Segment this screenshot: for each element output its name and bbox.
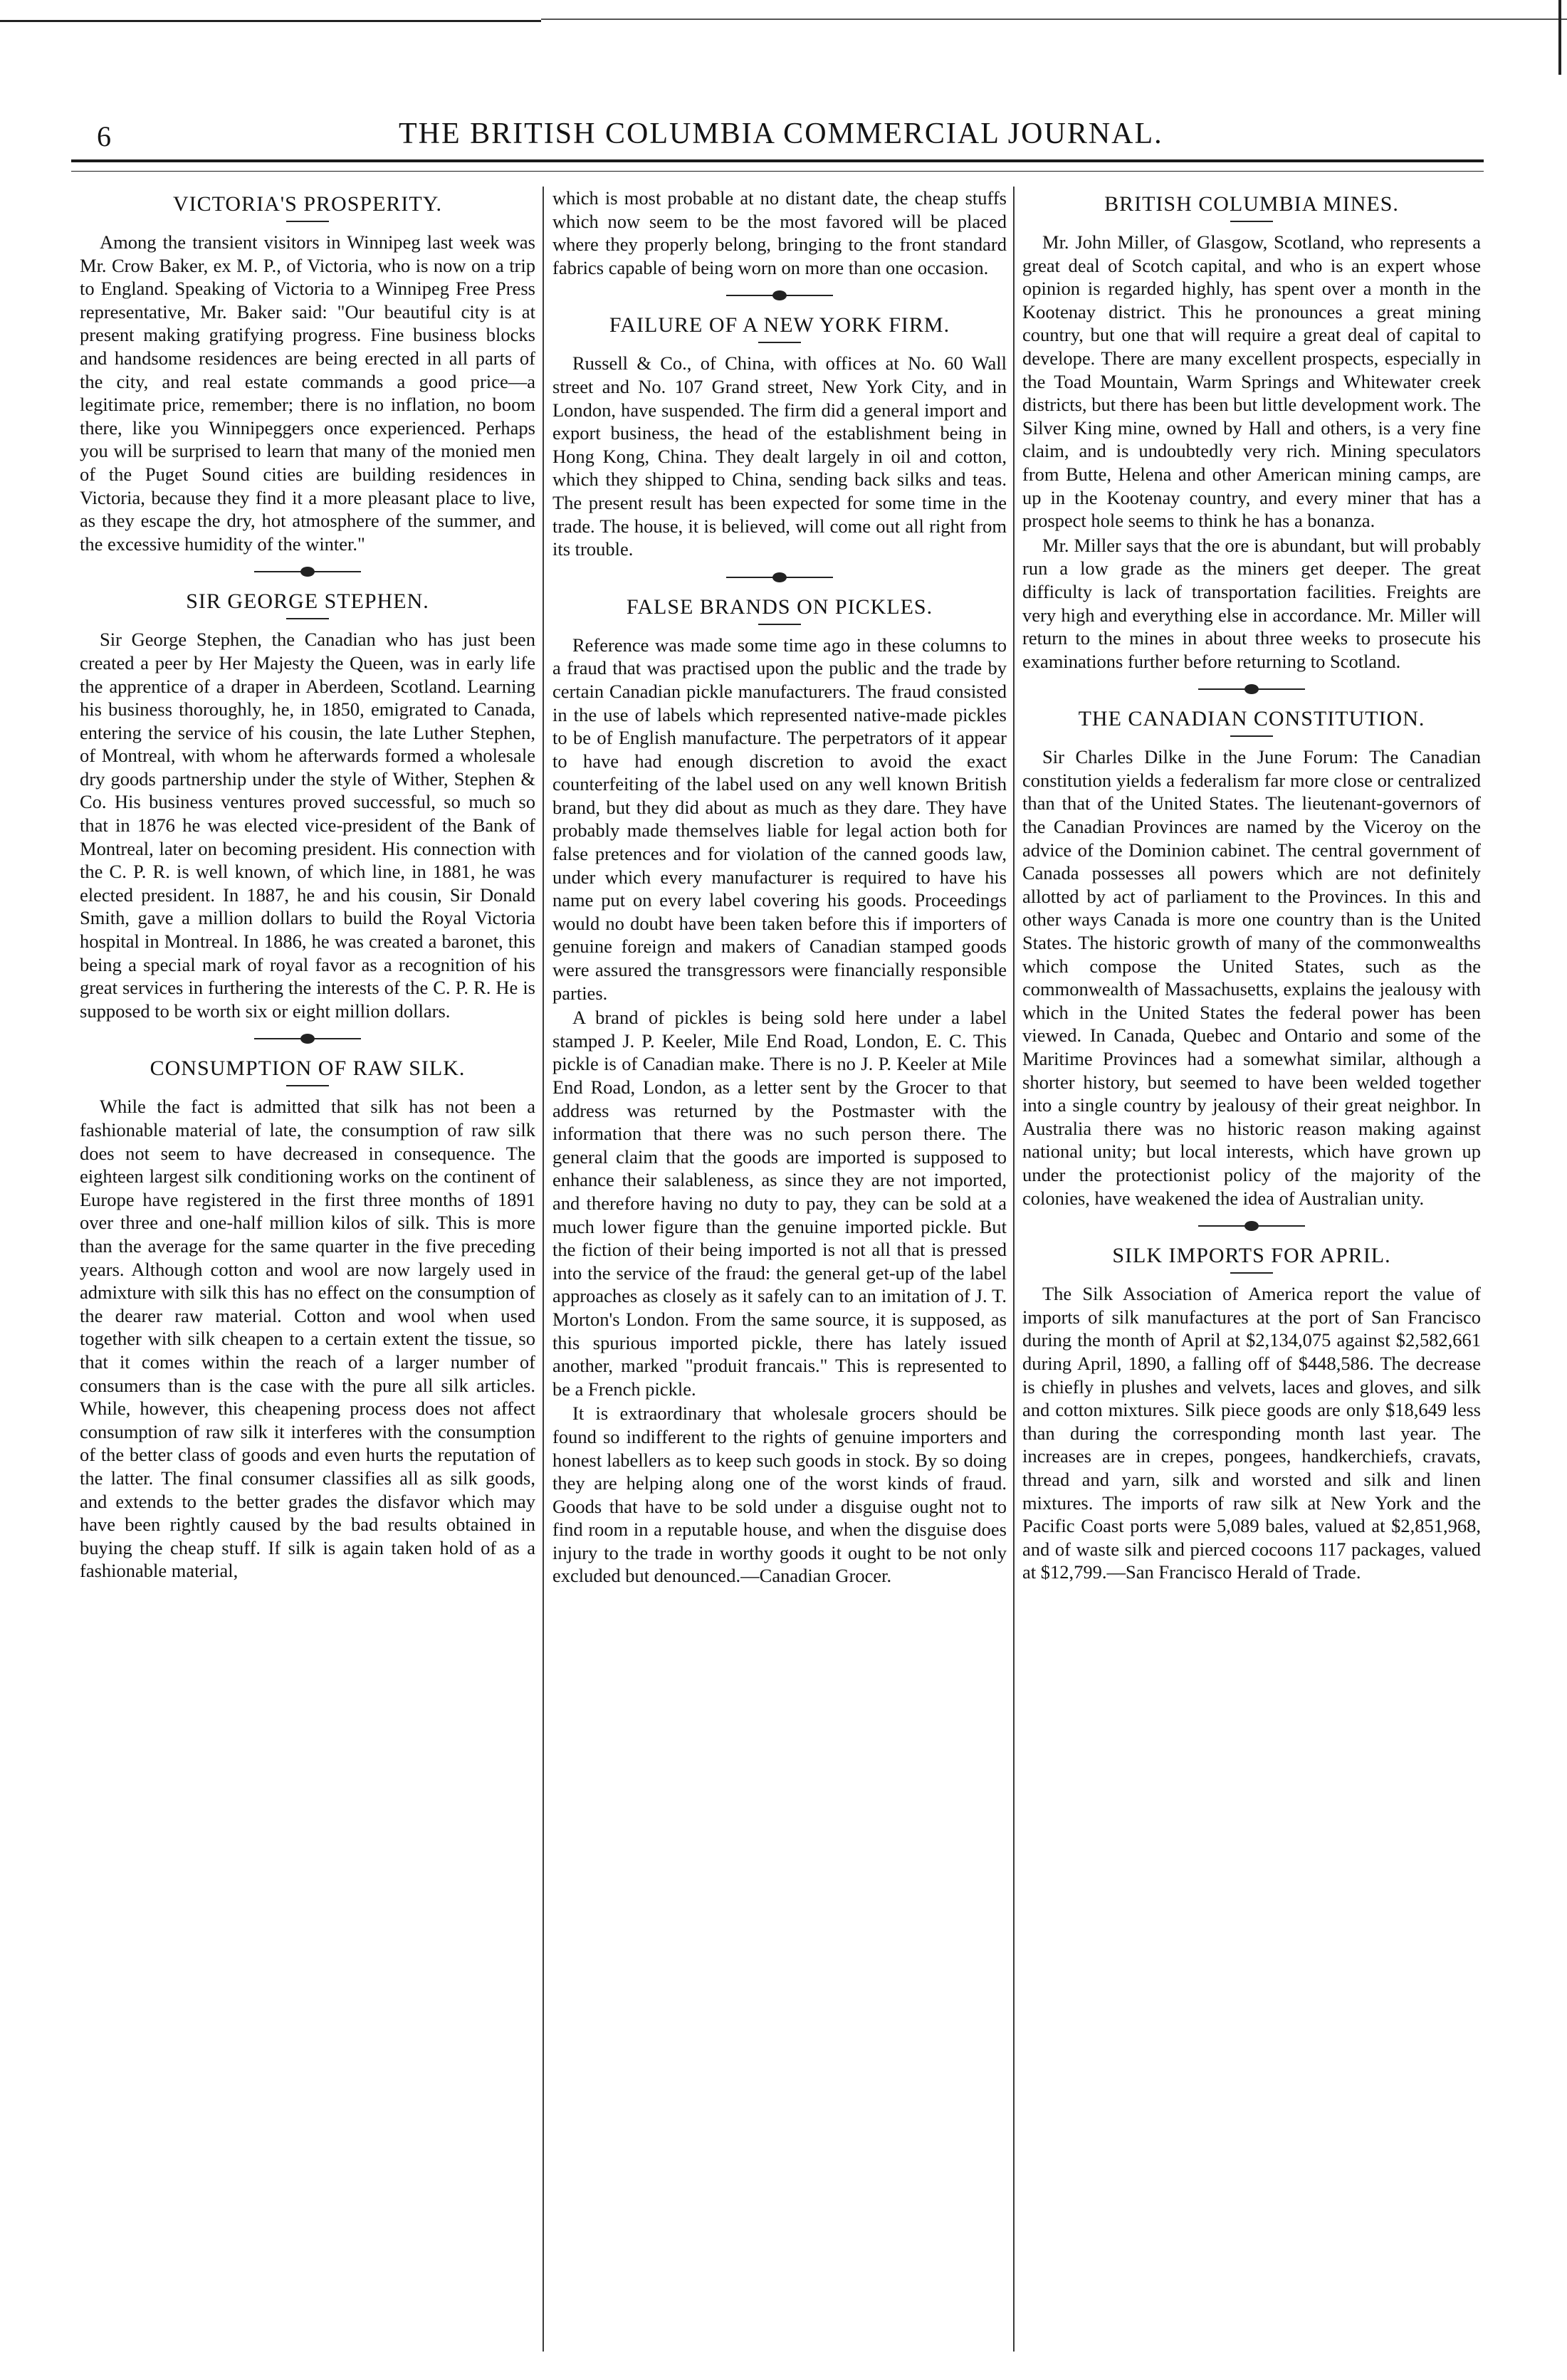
article: [1022, 191, 1481, 673]
article: [80, 191, 535, 555]
article: [552, 312, 1007, 560]
article-paragraph: Russell & Co., of China, with offices at No. 60 Wall street and No. 107 Grand street, New York City, and in London, have suspended. The firm did a general import and export business, the head of the establishment being in Hong Kong, China. They dealt largely in oil and cotton, which they shipped to China, sending back silks and teas. The present result has been expected for some time in the trade. The house, it is believed, will come out all right from its trouble.: [552, 352, 1007, 560]
column-2: [552, 187, 1007, 2352]
article: [552, 594, 1007, 1588]
page-number: 6: [97, 120, 111, 152]
headline-dash: [758, 624, 801, 625]
masthead-rule: [71, 159, 1484, 162]
article-headline: THE CANADIAN CONSTITUTION.: [1078, 707, 1425, 731]
article-paragraph: Mr. Miller says that the ore is abundant, but will probably run a low grade as the miners get deeper. The great difficulty is lack of transportation facilities. Freights are very high and everything else in accordance. Mr. Miller will return to the mines in about three weeks to prosecute his examinations further before returning to Scotland.: [1022, 534, 1481, 672]
journal-title: THE BRITISH COLUMBIA COMMERCIAL JOURNAL.: [399, 117, 1163, 150]
top-edge-rule: [541, 19, 1567, 20]
article: [80, 1055, 535, 1582]
article: [80, 588, 535, 1022]
headline-dash: [1230, 735, 1273, 737]
article-paragraph: A brand of pickles is being sold here under a label stamped J. P. Keeler, Mile End Road, London, E. C. This pickle is of Canadian make. There is no J. P. Keeler at Mile End Road, London, as a letter sent by the Grocer to that address was returned by the Postmaster with the information that there was no such person there. The general claim that the goods are imported is supposed to enhance their salableness, as since they are not imported, and therefore having no duty to pay, they can be sold at a much lower figure than the genuine imported pickle. But the fiction of their being imported is not all that is pressed into the service of the fraud: the general get-up of the label approaches as closely as it safely can to an imitation of J. T. Morton's London. From the same source, it is supposed, as this spurious imported pickle, there has lately issued another, marked "produit francais." This is represented to be a French pickle.: [552, 1007, 1007, 1400]
headline-dash: [1230, 221, 1273, 222]
column-1: [80, 187, 535, 2352]
headline-dash: [286, 618, 329, 619]
headline-dash: [286, 221, 329, 222]
article-paragraph: It is extraordinary that wholesale grocers should be found so indifferent to the rights of genuine importers and honest labellers as to keep such goods in stock. By so doing they are helping along one of the worst kinds of fraud. Goods that have to be sold under a disguise ought not to find room in a reputable house, and when the disguise does injury to the trade in worthy goods it ought to be not only excluded but denounced.—Canadian Grocer.: [552, 1403, 1007, 1587]
article-headline: BRITISH COLUMBIA MINES.: [1104, 192, 1399, 216]
article-headline: VICTORIA'S PROSPERITY.: [172, 192, 443, 216]
page-edge-mark: [1558, 0, 1561, 75]
article-paragraph: Mr. John Miller, of Glasgow, Scotland, who represents a great deal of Scotch capital, and who is an expert whose opinion is regarded highly, has spent over a month in the Kootenay district. This he pronounces a great mining country, but one that will require a great deal of capital to develope. There are many excellent prospects, especially in the Toad Mountain, Warm Springs and Whitewater creek districts, but there has been but little development work. The Silver King mine, owned by Hall and others, is a very fine claim, and is undoubtedly very rich. Mining speculators from Butte, Helena and other American mining camps, are up in the Kootenay country, and every miner that has a prospect hole seems to think he has a bonanza.: [1022, 231, 1481, 532]
article-separator: [254, 571, 361, 572]
article-separator: [726, 295, 833, 296]
article-headline: CONSUMPTION OF RAW SILK.: [150, 1057, 466, 1081]
headline-dash: [286, 1085, 329, 1086]
article-paragraph: Sir George Stephen, the Canadian who has just been created a peer by Her Majesty the Queen, was in early life the apprentice of a draper in Aberdeen, Scotland. Learning his business thoroughly, he, in 1850, emigrated to Canada, entering the service of his cousin, the late Luther Stephen, of Montreal, with whom he afterwards formed a wholesale dry goods partnership under the style of Wither, Stephen & Co. His business ventures proved successful, so much so that in 1876 he was elected vice-president of the Bank of Montreal, later on becoming president. His connection with the C. P. R. is well known, of which line, in 1881, he was elected president. In 1887, he and his cousin, Sir Donald Smith, gave a million dollars to build the Royal Victoria hospital in Montreal. In 1886, he was created a baronet, this being a special mark of royal favor as a recognition of his great services in furthering the interests of the C. P. R. He is supposed to be worth six or eight million dollars.: [80, 629, 535, 1022]
article: [1022, 706, 1481, 1210]
top-edge-rule: [0, 20, 541, 22]
article-paragraph: Among the transient visitors in Winnipeg last week was Mr. Crow Baker, ex M. P., of Victoria, who is now on a trip to England. Speaking of Victoria to a Winnipeg Free Press representative, Mr. Baker said: "Our beautiful city is at present making gratifying progress. Fine business blocks and handsome residences are being erected in all parts of the city, and real estate commands a good price—a legitimate price, remember; there is no inflation, no boom there, like you Winnipeggers once experienced. Perhaps you will be surprised to learn that many of the monied men of the Puget Sound cities are building residences in Victoria, because they find it a more pleasant place to live, as they escape the dry, hot atmosphere of the summer, and the excessive humidity of the winter.": [80, 231, 535, 555]
article-separator: [1198, 688, 1305, 690]
headline-dash: [758, 342, 801, 343]
article-paragraph: While the fact is admitted that silk has not been a fashionable material of late, the consumption of raw silk does not seem to have decreased in consequence. The eighteen largest silk conditioning works on the continent of Europe have registered in the first three months of 1891 over three and one-half million kilos of silk. This is more than the average for the same quarter in the five preceding years. Although cotton and wool are now largely used in admixture with silk this has no effect on the consumption of the dearer raw material. Cotton and wool when used together with silk cheapen to a certain extent the tissue, so that it comes within the reach of a larger number of consumers than is the case with the pure all silk articles. While, however, this cheapening process does not affect consumption of raw silk it interferes with the consumption of the better class of goods and even hurts the reputation of the latter. The final consumer classifies all as silk goods, and extends to the better grades the disfavor which may have been rightly caused by the bad results obtained in buying the cheap stuff. If silk is again taken hold of as a fashionable material,: [80, 1096, 535, 1582]
article-paragraph: Sir Charles Dilke in the June Forum: The Canadian constitution yields a federalism far more close or centralized than that of the United States. The lieutenant-governors of the Canadian Provinces are named by the Viceroy on the advice of the Dominion cabinet. The central government of Canada possesses all powers which are not definitely allotted by act of parliament to the Provinces. In this and other ways Canada is more one country than is the United States. The historic growth of many of the commonwealths which compose the United States, such as the commonwealth of Massachusetts, explains the jealousy with which in the United States the federal power has been viewed. In Canada, Quebec and Ontario and some of the Maritime Provinces had a somewhat similar, although a shorter history, but seemed to have been welded together into a single country by jealousy of their great neighbor. In Australia there was no historic reason making against national unity; but local interests, which have grown up under the protectionist policy of the majority of the colonies, have weakened the idea of Australian unity.: [1022, 746, 1481, 1209]
article-headline: FALSE BRANDS ON PICKLES.: [626, 594, 933, 619]
article-separator: [1198, 1225, 1305, 1227]
masthead: [71, 114, 1481, 164]
article-paragraph: Reference was made some time ago in these columns to a fraud that was practised upon the public and the trade by certain Canadian pickle manufacturers. The fraud consisted in the use of labels which represented native-made pickles to be of English manufacture. The perpetrators of it appear to have had enough discretion to avoid the exact counterfeiting of the label used on any well known British brand, but they did about as much as they dare. They have probably made themselves liable for legal action both for false pretences and for violation of the canned goods law, under which every manufacturer is required to have his name put on every label covering his goods. Proceedings would no doubt have been taken before this if importers of genuine foreign and makers of Canadian stamped goods were assured the transgressors were financially responsible parties.: [552, 634, 1007, 1004]
column-3: [1022, 187, 1481, 2352]
article-paragraph: which is most probable at no distant date, the cheap stuffs which now seem to be the most favored will be placed where they properly belong, bringing to the front standard fabrics capable of being worn on more than one occasion.: [552, 187, 1007, 278]
masthead-rule: [71, 171, 1484, 172]
article: [1022, 1242, 1481, 1584]
headline-dash: [1230, 1272, 1273, 1274]
article-headline: SILK IMPORTS FOR APRIL.: [1112, 1244, 1391, 1268]
article-paragraph: The Silk Association of America report the value of imports of silk manufactures at the port of San Francisco during the month of April at $2,134,075 against $2,582,661 during April, 1890, a falling off of $448,586. The decrease is chiefly in plushes and velvets, laces and gloves, and silk and cotton mixtures. Silk piece goods are only $18,649 less than during the corresponding month last year. The increases are in crepes, pongees, handkerchiefs, cravats, thread and yarn, silk and worsted and silk and linen mixtures. The imports of raw silk at New York and the Pacific Coast ports were 5,089 bales, valued at $2,851,968, and of waste silk and pierced cocoons 117 packages, valued at $12,799.—San Francisco Herald of Trade.: [1022, 1283, 1481, 1583]
article-headline: SIR GEORGE STEPHEN.: [186, 589, 429, 614]
article-headline: FAILURE OF A NEW YORK FIRM.: [609, 313, 950, 337]
column-divider: [543, 187, 544, 2352]
article-separator: [254, 1038, 361, 1039]
article: [552, 187, 1007, 279]
article-separator: [726, 577, 833, 578]
column-divider: [1013, 187, 1015, 2352]
